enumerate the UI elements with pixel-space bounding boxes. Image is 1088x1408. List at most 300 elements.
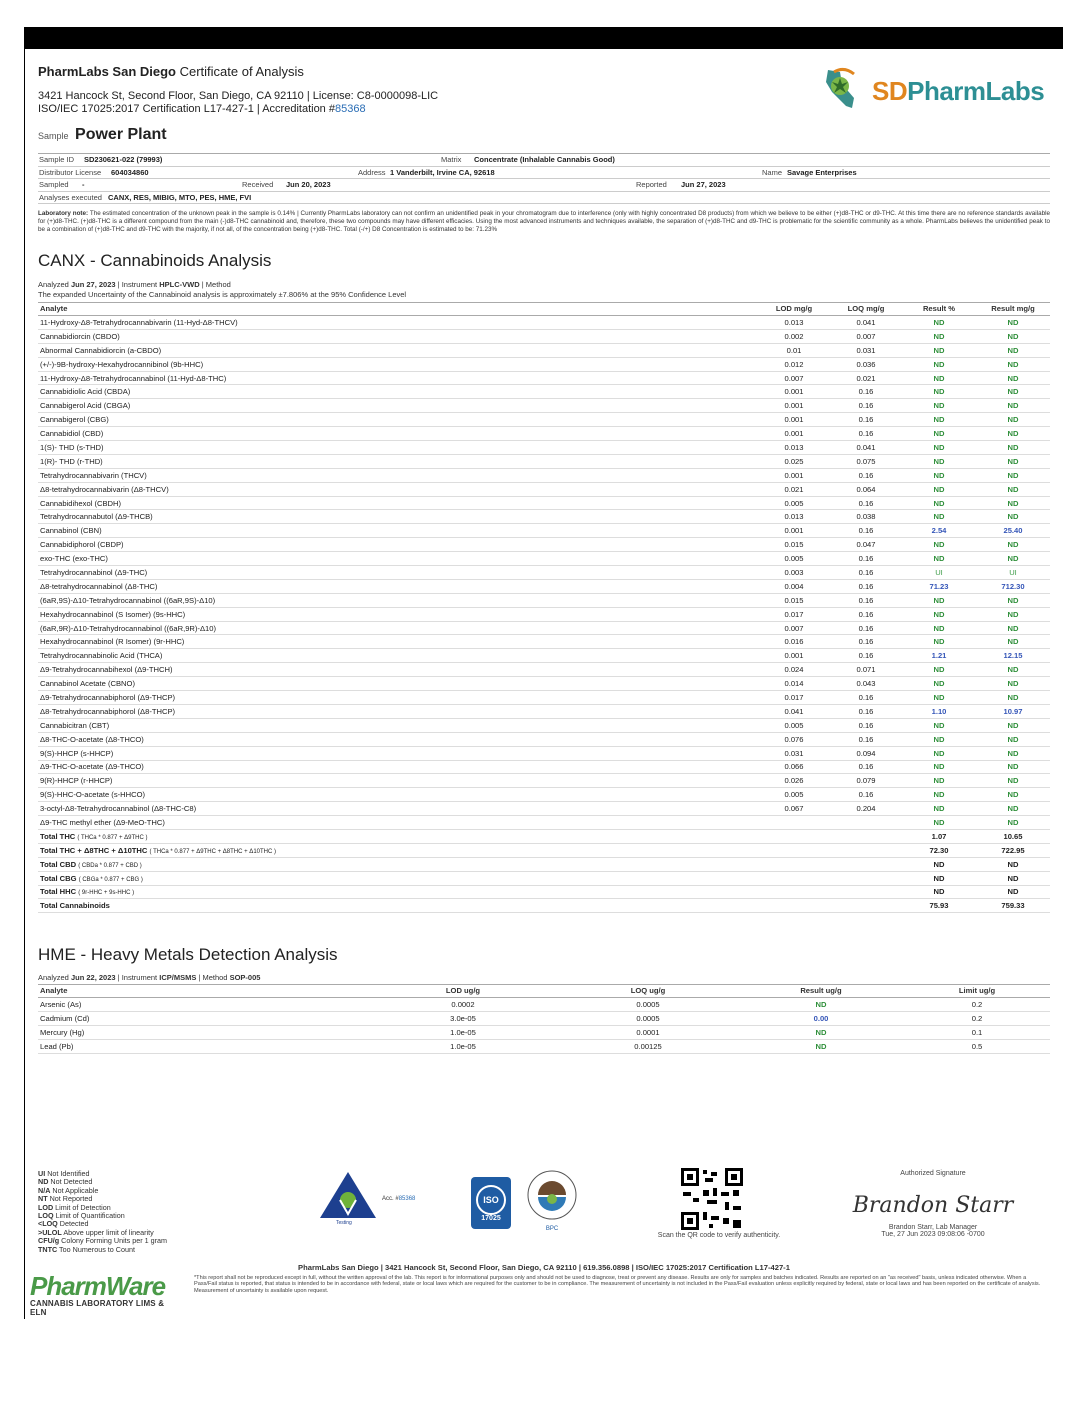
column-header: LOD mg/g (758, 303, 830, 316)
sampled-label: Sampled (39, 180, 69, 189)
empty-cell (830, 857, 902, 871)
left-margin-rule (24, 49, 25, 1319)
iso-line (38, 103, 438, 116)
analyte-cell: (6aR,9S)-Δ10-Tetrahydrocannabinol ((6aR,9S)-Δ10) (38, 593, 758, 607)
heavy-metals-header-row (38, 985, 1050, 998)
value-cell: 0.013 (758, 316, 830, 330)
table-row (38, 621, 1050, 635)
value-cell: ND (976, 385, 1050, 399)
analyte-cell: Cannabidiphorol (CBDP) (38, 538, 758, 552)
sample-id: SD230621-022 (79993) (84, 155, 163, 164)
value-cell: ND (902, 496, 976, 510)
analyte-cell: Δ8-THC-O-acetate (Δ8-THCO) (38, 732, 758, 746)
table-row (38, 1011, 1050, 1025)
total-label-cell (38, 829, 758, 843)
value-cell: ND (738, 998, 904, 1012)
value-cell: 25.40 (976, 524, 1050, 538)
table-row (38, 691, 1050, 705)
value-cell: 0.007 (758, 371, 830, 385)
table-row (38, 746, 1050, 760)
value-cell: ND (976, 816, 1050, 830)
value-cell (758, 816, 830, 830)
column-header: Analyte (38, 303, 758, 316)
empty-cell (830, 829, 902, 843)
distributor-value: 604034860 (111, 167, 149, 177)
value-cell: 0.16 (830, 788, 902, 802)
table-row (38, 329, 1050, 343)
value-cell: 3.0e-05 (368, 1011, 558, 1025)
pharmware-a: Pharm (30, 1271, 106, 1301)
value-cell: 0.047 (830, 538, 902, 552)
value-cell: 0.043 (830, 677, 902, 691)
hme-analyzed: Jun 22, 2023 (70, 973, 116, 982)
pharmware-logo (30, 1271, 170, 1317)
reported-value: Jun 27, 2023 (681, 180, 726, 189)
value-cell: 0.001 (758, 649, 830, 663)
canx-instrument-label: Instrument (121, 280, 158, 289)
value-cell: ND (976, 427, 1050, 441)
value-cell: ND (902, 385, 976, 399)
value-cell: ND (976, 635, 1050, 649)
page-title (38, 64, 304, 79)
value-cell: ND (902, 802, 976, 816)
value-cell: 0.007 (830, 329, 902, 343)
logo-sd: SD (872, 76, 908, 106)
total-label: Total THC + Δ8THC + Δ10THC (40, 845, 148, 855)
total-row (38, 843, 1050, 857)
lab-address-block (38, 90, 438, 116)
total-label-cell (38, 843, 758, 857)
table-row (38, 816, 1050, 830)
iso-circle-icon: ISO (476, 1185, 506, 1215)
hme-instrument-label: Instrument (121, 973, 158, 982)
table-row (38, 357, 1050, 371)
analyte-cell: Tetrahydrocannabivarin (THCV) (38, 468, 758, 482)
total-percent-cell: ND (902, 871, 976, 885)
value-cell: 0.038 (830, 510, 902, 524)
hme-method: SOP-005 (229, 973, 261, 982)
value-cell: 0.094 (830, 746, 902, 760)
value-cell: 0.041 (830, 441, 902, 455)
total-mg-cell: ND (976, 857, 1050, 871)
value-cell: 0.00125 (558, 1039, 738, 1053)
analyte-cell: Tetrahydrocannabutol (Δ9-THCB) (38, 510, 758, 524)
total-label: Total CBG (40, 873, 77, 883)
value-cell: ND (976, 441, 1050, 455)
hme-section-title: HME - Heavy Metals Detection Analysis (38, 945, 338, 964)
legend-abbr: LOQ (38, 1211, 54, 1221)
value-cell: ND (902, 635, 976, 649)
total-row (38, 857, 1050, 871)
iso-line-text: ISO/IEC 17025:2017 Certification L17-427-1 | Accreditation # (38, 103, 335, 115)
table-row (38, 663, 1050, 677)
legend-desc: Above upper limit of linearity (63, 1227, 154, 1237)
column-header: Result mg/g (976, 303, 1050, 316)
value-cell: ND (976, 343, 1050, 357)
qr-code[interactable] (681, 1168, 743, 1230)
sdpharmlabs-logo (820, 64, 1048, 116)
table-row (38, 579, 1050, 593)
table-row (38, 441, 1050, 455)
column-header: Analyte (38, 985, 368, 998)
empty-cell (758, 899, 830, 913)
value-cell: 0.005 (758, 552, 830, 566)
value-cell: 0.066 (758, 760, 830, 774)
analyte-cell: 11-Hydroxy-Δ8-Tetrahydrocannabinol (11-Hyd-Δ8-THC) (38, 371, 758, 385)
value-cell: ND (976, 663, 1050, 677)
legend-desc: Not Reported (49, 1194, 93, 1204)
qr-code-icon (681, 1168, 743, 1230)
table-row (38, 399, 1050, 413)
received-label: Received (242, 180, 274, 189)
value-cell: ND (976, 621, 1050, 635)
total-formula: ( 9r-HHC + 9s-HHC ) (78, 890, 135, 897)
value-cell: ND (902, 788, 976, 802)
value-cell: ND (976, 677, 1050, 691)
legend-abbr: TNTC (38, 1244, 58, 1254)
empty-cell (830, 871, 902, 885)
laboratory-note (38, 210, 1050, 234)
value-cell: ND (976, 329, 1050, 343)
table-row (38, 704, 1050, 718)
table-row (38, 552, 1050, 566)
pjla-sub: Testing (336, 1220, 352, 1226)
analyte-cell: Δ9-Tetrahydrocannabiphorol (Δ9-THCP) (38, 691, 758, 705)
legend-desc: Colony Forming Units per 1 gram (61, 1236, 168, 1246)
value-cell: 0.001 (758, 385, 830, 399)
legend-desc: Detected (59, 1219, 89, 1229)
analyte-cell: Mercury (Hg) (38, 1025, 368, 1039)
legend-desc: Not Applicable (52, 1185, 99, 1195)
pharmware-wordmark (30, 1271, 170, 1302)
analyte-cell: Cannabidiol (CBD) (38, 427, 758, 441)
value-cell: 0.16 (830, 593, 902, 607)
table-row (38, 593, 1050, 607)
value-cell: 0.024 (758, 663, 830, 677)
value-cell: 0.003 (758, 566, 830, 580)
doc-title: Certificate of Analysis (179, 64, 304, 79)
analyte-cell: Δ8-Tetrahydrocannabiphorol (Δ8-THCP) (38, 704, 758, 718)
value-cell: ND (976, 371, 1050, 385)
analyte-cell: Δ8-tetrahydrocannabinol (Δ8-THC) (38, 579, 758, 593)
signature-timestamp: Tue, 27 Jun 2023 09:08:06 -0700 (881, 1231, 985, 1238)
value-cell: 0.01 (758, 343, 830, 357)
analyte-cell: Cannabigerol (CBG) (38, 413, 758, 427)
table-row (38, 524, 1050, 538)
name-label: Name (762, 167, 783, 177)
value-cell: 0.067 (758, 802, 830, 816)
total-label: Total CBD (40, 859, 77, 869)
total-percent-cell: ND (902, 857, 976, 871)
value-cell: 2.54 (902, 524, 976, 538)
value-cell: UI (902, 566, 976, 580)
table-row (38, 385, 1050, 399)
value-cell: 0.16 (830, 579, 902, 593)
value-cell: 0.0005 (558, 998, 738, 1012)
table-row (38, 788, 1050, 802)
value-cell: 1.0e-05 (368, 1025, 558, 1039)
value-cell: 0.16 (830, 649, 902, 663)
value-cell: ND (738, 1039, 904, 1053)
value-cell (830, 816, 902, 830)
analyte-cell: 9(S)-HHCP (s-HHCP) (38, 746, 758, 760)
total-label-cell (38, 871, 758, 885)
canx-method-label: Method (205, 280, 231, 289)
value-cell: 0.16 (830, 732, 902, 746)
value-cell: 10.97 (976, 704, 1050, 718)
table-row (38, 538, 1050, 552)
logo-pharmlabs: PharmLabs (907, 76, 1045, 106)
value-cell: 0.014 (758, 677, 830, 691)
value-cell: ND (902, 329, 976, 343)
value-cell: 0.0001 (558, 1025, 738, 1039)
info-row-analyses (38, 192, 1050, 205)
value-cell: ND (976, 774, 1050, 788)
qr-caption: Scan the QR code to verify authenticity. (657, 1232, 781, 1239)
value-cell: ND (976, 718, 1050, 732)
total-row (38, 885, 1050, 899)
value-cell: 0.004 (758, 579, 830, 593)
value-cell: 0.16 (830, 496, 902, 510)
value-cell: ND (902, 621, 976, 635)
value-cell: ND (976, 593, 1050, 607)
total-formula: ( CBGa * 0.877 + CBG ) (78, 876, 143, 883)
legend-abbr: N/A (38, 1185, 51, 1195)
empty-cell (830, 885, 902, 899)
table-row (38, 510, 1050, 524)
signature-label: Authorized Signature (900, 1170, 966, 1177)
top-black-bar (24, 27, 1063, 49)
value-cell: 0.071 (830, 663, 902, 677)
value-cell: ND (902, 482, 976, 496)
bpc-label: BPC (545, 1226, 559, 1232)
value-cell: 0.041 (758, 704, 830, 718)
total-mg-cell: 10.65 (976, 829, 1050, 843)
value-cell: ND (902, 746, 976, 760)
total-label-cell (38, 857, 758, 871)
total-row (38, 829, 1050, 843)
heavy-metals-table (38, 984, 1050, 1054)
empty-cell (758, 871, 830, 885)
value-cell: 0.036 (830, 357, 902, 371)
value-cell: 0.079 (830, 774, 902, 788)
analyte-cell: Tetrahydrocannabinol (Δ9-THC) (38, 566, 758, 580)
value-cell: ND (976, 468, 1050, 482)
value-cell: 0.001 (758, 427, 830, 441)
empty-cell (830, 899, 902, 913)
value-cell: ND (902, 816, 976, 830)
value-cell: ND (902, 552, 976, 566)
value-cell: 0.2 (904, 1011, 1050, 1025)
value-cell: 0.16 (830, 413, 902, 427)
total-percent-cell: ND (902, 885, 976, 899)
column-header: LOD ug/g (368, 985, 558, 998)
value-cell: 0.0005 (558, 1011, 738, 1025)
matrix-label: Matrix (441, 155, 462, 164)
analyte-cell: Δ9-THC methyl ether (Δ9-MeO-THC) (38, 816, 758, 830)
value-cell: 0.001 (758, 399, 830, 413)
total-label-cell (38, 885, 758, 899)
value-cell: 0.2 (904, 998, 1050, 1012)
iso-badge (471, 1177, 511, 1229)
value-cell: ND (902, 441, 976, 455)
column-header: Result ug/g (738, 985, 904, 998)
value-cell: ND (976, 552, 1050, 566)
analyte-cell: Arsenic (As) (38, 998, 368, 1012)
value-cell: ND (976, 413, 1050, 427)
legend-desc: Limit of Quantification (55, 1211, 125, 1221)
acc-prefix: Acc. # (382, 1196, 399, 1202)
analyte-cell: 9(R)-HHCP (r-HHCP) (38, 774, 758, 788)
canx-analyzed-line: Analyzed Jun 27, 2023 | Instrument HPLC-VWD | Method (38, 280, 231, 289)
analyte-cell: Δ9-THC-O-acetate (Δ9-THCO) (38, 760, 758, 774)
legend-item (38, 1246, 167, 1254)
value-cell: 0.007 (758, 621, 830, 635)
total-mg-cell: 722.95 (976, 843, 1050, 857)
table-row (38, 427, 1050, 441)
value-cell: 0.204 (830, 802, 902, 816)
table-row (38, 454, 1050, 468)
table-row (38, 774, 1050, 788)
value-cell: 0.16 (830, 385, 902, 399)
legend-desc: Limit of Detection (55, 1202, 111, 1212)
analyte-cell: Cannabidiorcin (CBDO) (38, 329, 758, 343)
legend-abbr: <LOQ (38, 1219, 58, 1229)
value-cell: 0.076 (758, 732, 830, 746)
value-cell: ND (902, 760, 976, 774)
value-cell: ND (902, 718, 976, 732)
legend-abbr: >ULOL (38, 1227, 62, 1237)
value-cell: 12.15 (976, 649, 1050, 663)
canx-uncertainty: The expanded Uncertainty of the Cannabinoid analysis is approximately ±7.806% at the 95% Confidence Level (38, 290, 407, 299)
value-cell: 0.16 (830, 566, 902, 580)
table-row (38, 316, 1050, 330)
table-row (38, 371, 1050, 385)
signature-block (838, 1170, 1028, 1238)
value-cell: 0.0002 (368, 998, 558, 1012)
value-cell: UI (976, 566, 1050, 580)
accreditation-link[interactable]: 85368 (334, 103, 366, 115)
value-cell: 0.005 (758, 496, 830, 510)
sample-id-label: Sample ID (39, 155, 75, 164)
bpc-badge (526, 1169, 578, 1233)
table-row (38, 1025, 1050, 1039)
table-row (38, 482, 1050, 496)
value-cell: ND (902, 343, 976, 357)
total-label: Total THC (40, 831, 76, 841)
value-cell: 0.025 (758, 454, 830, 468)
value-cell: 0.16 (830, 760, 902, 774)
value-cell: ND (902, 677, 976, 691)
hme-method-label: Method (202, 973, 228, 982)
legend-desc: Too Numerous to Count (59, 1244, 135, 1254)
abbreviation-legend (38, 1170, 167, 1254)
address-label: Address (358, 167, 386, 177)
analyte-cell: Cannabinol (CBN) (38, 524, 758, 538)
value-cell: 0.005 (758, 718, 830, 732)
analyte-cell: (+/-)-9B-hydroxy-Hexahydrocannibinol (9b-HHC) (38, 357, 758, 371)
value-cell: 0.16 (830, 427, 902, 441)
canx-instrument: HPLC-VWD (159, 280, 200, 289)
value-cell: ND (976, 357, 1050, 371)
analyses-value: CANX, RES, MIBIG, MTO, PES, HME, FVI (108, 192, 252, 202)
hme-instrument: ICP/MSMS (159, 973, 197, 982)
footer-disclaimer: *This report shall not be reproduced except in full, without the written approval of the lab. This report is for informational purposes only and should not be used to diagnose, treat or prevent any disease. Results are only for samples and batches indicated. Results are reported on an "as received" basis, unless indicated otherwise. When a Pass/Fail status is reported, that status is intended to be in accordance with federal, state or local laws which are required for the customer to be in compliance. The measurement of uncertainty is not included in the Pass/Fail evaluation unless explicitly required by federal, state or local laws and has been reported on the certificate of analysis. Measurement of uncertainty is available upon request. (194, 1275, 1041, 1294)
legend-abbr: CFU/g (38, 1236, 60, 1246)
value-cell: 0.021 (758, 482, 830, 496)
matrix-value: Concentrate (Inhalable Cannabis Good) (474, 155, 615, 164)
info-row-dates (38, 179, 1050, 192)
value-cell: 0.075 (830, 454, 902, 468)
lab-note-label: Laboratory note: (38, 210, 89, 217)
reported-label: Reported (636, 180, 667, 189)
table-row (38, 413, 1050, 427)
value-cell: ND (976, 760, 1050, 774)
acc-no: 85368 (398, 1196, 416, 1202)
table-row (38, 677, 1050, 691)
total-label: Total Cannabinoids (40, 901, 110, 911)
value-cell: ND (902, 510, 976, 524)
table-row (38, 607, 1050, 621)
value-cell: ND (902, 399, 976, 413)
signer-name: Brandon Starr, Lab Manager (888, 1224, 978, 1231)
value-cell: ND (902, 454, 976, 468)
value-cell: 0.001 (758, 524, 830, 538)
value-cell: 0.016 (758, 635, 830, 649)
total-mg-cell: ND (976, 885, 1050, 899)
value-cell: ND (976, 732, 1050, 746)
table-row (38, 760, 1050, 774)
client-name: Savage Enterprises (787, 167, 857, 177)
cannabinoids-header-row (38, 303, 1050, 316)
value-cell: ND (976, 802, 1050, 816)
value-cell: 0.015 (758, 593, 830, 607)
sample-name: Power Plant (75, 126, 167, 143)
table-row (38, 496, 1050, 510)
value-cell: ND (902, 732, 976, 746)
value-cell: ND (976, 316, 1050, 330)
value-cell: 0.16 (830, 635, 902, 649)
analyte-cell: (6aR,9R)-Δ10-Tetrahydrocannabinol ((6aR,9R)-Δ10) (38, 621, 758, 635)
address-value: 1 Vanderbilt, Irvine CA, 92618 (390, 167, 495, 177)
analyte-cell: Abnormal Cannabidiorcin (a-CBDO) (38, 343, 758, 357)
value-cell: 0.16 (830, 691, 902, 705)
value-cell: ND (902, 413, 976, 427)
value-cell: ND (976, 482, 1050, 496)
table-row (38, 998, 1050, 1012)
value-cell: 0.16 (830, 704, 902, 718)
total-label-cell (38, 899, 758, 913)
table-row (38, 718, 1050, 732)
table-row (38, 802, 1050, 816)
lab-note-text: The estimated concentration of the unknown peak in the sample is 0.14% | Currently PharmLabs laboratory can not confirm an unidentified peak in your chromatogram due to interference (only with highly concentrated D8 products) from which we believe to be either (+)d8-THC or d9-THC. At this time there are no reference standards available for (+)d8-THC. (+)d8-THC is a different compound from the main (-)d8-THC cannabinoid and, therefore, these two compounds may have different efficacies. Using the most advanced instruments and techniques available, the separation of (+)d8-THC and d9-THC is problematic for the scientific community as a whole. PharmLabs believes the unidentified peak to be a combination of (+)d8-THC and d9-THC with the majority, if not all, of the concentration being (+)d8-THC. Total (-/+) D8 Concentration is estimated to be: 71.23% (38, 210, 1050, 233)
analyses-label: Analyses executed (39, 192, 102, 202)
value-cell: ND (902, 607, 976, 621)
value-cell: ND (976, 399, 1050, 413)
value-cell: ND (902, 774, 976, 788)
empty-cell (758, 843, 830, 857)
value-cell: ND (976, 510, 1050, 524)
total-formula: ( CBDa * 0.877 + CBD ) (78, 862, 142, 869)
value-cell: ND (902, 593, 976, 607)
sampled-value: - (82, 180, 85, 189)
hme-meta: Analyzed Jun 22, 2023 | Instrument ICP/MSMS | Method SOP-005 (38, 973, 261, 982)
value-cell: 71.23 (902, 579, 976, 593)
total-percent-cell: 1.07 (902, 829, 976, 843)
legend-abbr: UI (38, 1169, 46, 1178)
value-cell: 0.013 (758, 441, 830, 455)
analyte-cell: 1(R)- THD (r-THD) (38, 454, 758, 468)
